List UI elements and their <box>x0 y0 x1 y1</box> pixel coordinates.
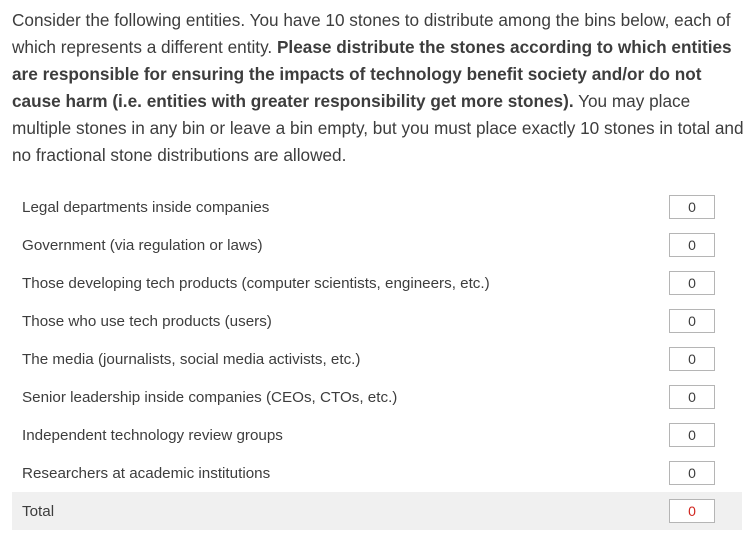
bin-input-government[interactable] <box>669 233 715 257</box>
bin-label: Senior leadership inside companies (CEOs, CTOs, etc.) <box>22 388 398 406</box>
bin-input-tech-developers[interactable] <box>669 271 715 295</box>
bin-label: Legal departments inside companies <box>22 198 270 216</box>
bin-input-academic-researchers[interactable] <box>669 461 715 485</box>
bin-row <box>12 340 742 378</box>
bin-row <box>12 302 742 340</box>
total-label: Total <box>22 502 55 520</box>
question-instruction-bold: Please distribute the stones according to which entities are responsible for ensuring the impacts of technology benefit society and/or do not cause harm (i.e. entities with greater responsibility get more stones). <box>12 37 732 111</box>
question-intro: Consider the following entities. You have 10 stones to distribute among the bins below, each of which represents a different entity. <box>12 10 731 57</box>
bin-label: Researchers at academic institutions <box>22 464 271 482</box>
bin-label: Government (via regulation or laws) <box>22 236 263 254</box>
total-row <box>12 492 742 530</box>
total-value <box>669 499 715 523</box>
bin-input-review-groups[interactable] <box>669 423 715 447</box>
bin-label: Those developing tech products (computer scientists, engineers, etc.) <box>22 274 490 292</box>
question-text <box>12 7 747 169</box>
question-outro: You may place multiple stones in any bin or leave a bin empty, but you must place exactly 10 stones in total and no fractional stone distributions are allowed. <box>12 91 744 165</box>
bin-row <box>12 454 742 492</box>
bin-row <box>12 264 742 302</box>
bin-label: Those who use tech products (users) <box>22 312 272 330</box>
constant-sum-table <box>12 188 742 530</box>
bin-input-legal-departments[interactable] <box>669 195 715 219</box>
bin-input-senior-leadership[interactable] <box>669 385 715 409</box>
bin-row <box>12 378 742 416</box>
bin-row <box>12 188 742 226</box>
bin-label: The media (journalists, social media activists, etc.) <box>22 350 361 368</box>
bin-row <box>12 416 742 454</box>
bin-input-users[interactable] <box>669 309 715 333</box>
bin-row <box>12 226 742 264</box>
bin-label: Independent technology review groups <box>22 426 283 444</box>
bin-input-media[interactable] <box>669 347 715 371</box>
